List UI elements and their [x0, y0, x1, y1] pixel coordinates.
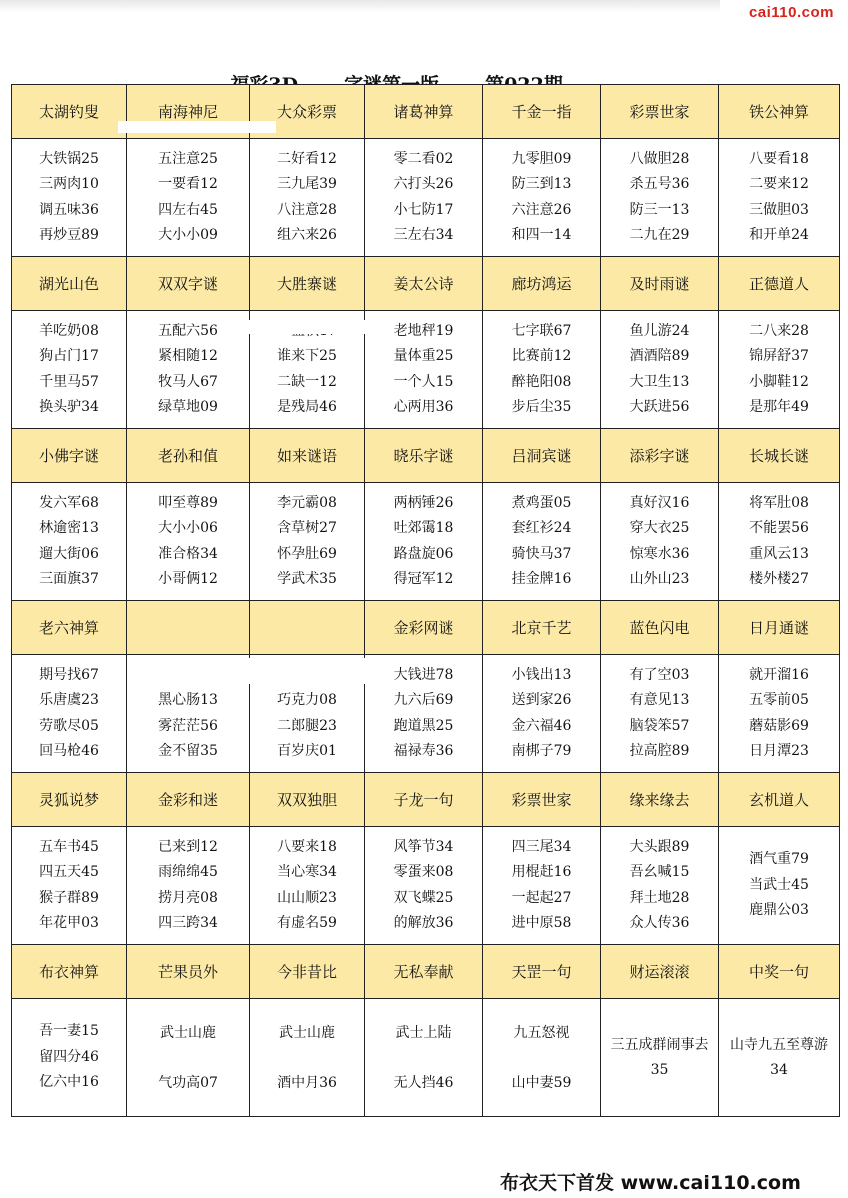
riddle-item: 得冠军12 — [393, 571, 454, 587]
riddle-item: 留四分46 — [39, 1048, 99, 1065]
riddle-item: 有了空03 — [629, 666, 690, 683]
riddle-item: 锦屏舒37 — [749, 348, 809, 364]
riddle-item: 大卫生13 — [629, 373, 690, 390]
riddle-item: 无人挡46 — [393, 1074, 454, 1091]
riddle-item: 武士山鹿 — [160, 1024, 216, 1041]
riddle-cell — [601, 139, 719, 257]
riddle-item: 防三一13 — [629, 201, 690, 218]
riddle-item: 风筝节34 — [393, 838, 454, 855]
riddle-item: 金六福46 — [511, 717, 572, 734]
riddle-item: 有意见13 — [629, 692, 690, 708]
redaction-bar — [220, 320, 380, 334]
column-header: 廊坊鸿运 — [483, 257, 601, 311]
riddle-item: 准合格34 — [158, 545, 218, 562]
riddle-cell — [250, 139, 365, 257]
riddle-item: 七字联67 — [511, 322, 572, 339]
riddle-cell — [127, 999, 250, 1117]
riddle-item: 九六后69 — [393, 692, 454, 708]
riddle-item: 武士山鹿 — [279, 1024, 335, 1041]
riddle-item: 乐唐虞23 — [39, 692, 99, 708]
header-row — [12, 601, 840, 655]
riddle-item: 大铁锅25 — [39, 150, 99, 167]
riddle-item: 三九尾39 — [277, 176, 337, 192]
column-header: 姜太公诗 — [365, 257, 483, 311]
riddle-cell — [250, 483, 365, 601]
riddle-item: 穿大衣25 — [629, 520, 690, 536]
column-header: 天罡一句 — [483, 945, 601, 999]
riddle-item: 醉艳阳08 — [511, 373, 572, 390]
riddle-item: 量体重25 — [393, 348, 454, 364]
riddle-item: 南梆子79 — [511, 743, 572, 759]
column-header: 湖光山色 — [12, 257, 127, 311]
column-header: 彩票世家 — [483, 773, 601, 827]
riddle-item: 拉高腔89 — [629, 743, 690, 759]
riddle-item: 当心寒34 — [277, 864, 337, 880]
riddle-item: 骑快马37 — [511, 545, 572, 562]
riddle-item: 一起起27 — [511, 889, 572, 906]
riddle-cell — [127, 827, 250, 945]
redaction-bar — [128, 658, 370, 684]
riddle-item: 猴子群89 — [39, 889, 99, 906]
riddle-item: 重风云13 — [749, 545, 809, 562]
riddle-item: 雨绵绵45 — [158, 864, 218, 880]
content-row — [12, 827, 840, 945]
riddle-item: 六注意26 — [511, 201, 572, 218]
riddle-cell — [601, 827, 719, 945]
riddle-cell — [601, 311, 719, 429]
riddle-item: 和开单24 — [749, 227, 809, 243]
riddle-item: 零蛋来08 — [393, 864, 454, 880]
riddle-cell — [483, 999, 601, 1117]
riddle-item: 再炒豆89 — [39, 227, 99, 243]
riddle-item: 拜土地28 — [629, 889, 690, 906]
header-row — [12, 429, 840, 483]
riddle-item: 惊寒水36 — [629, 545, 690, 562]
riddle-item: 气功高07 — [158, 1074, 218, 1091]
riddle-item: 真好汉16 — [629, 494, 690, 511]
column-header: 金彩和迷 — [127, 773, 250, 827]
riddle-item: 叩至尊89 — [158, 494, 218, 511]
riddle-cell — [365, 827, 483, 945]
riddle-item: 小七防17 — [393, 201, 454, 218]
riddle-cell — [719, 999, 840, 1117]
riddle-item: 三面旗37 — [39, 571, 99, 587]
riddle-item: 两柄锤26 — [393, 494, 454, 511]
riddle-item: 小钱出13 — [511, 666, 572, 683]
top-band — [0, 0, 720, 12]
riddle-cell — [719, 311, 840, 429]
riddle-cell — [483, 483, 601, 601]
riddle-item: 煮鸡蛋05 — [511, 494, 572, 511]
riddle-cell — [12, 999, 127, 1117]
column-header: 大众彩票 — [250, 85, 365, 139]
column-header: 及时雨谜 — [601, 257, 719, 311]
riddle-item: 送到家26 — [511, 692, 572, 708]
riddle-cell — [12, 139, 127, 257]
riddle-item: 李元霸08 — [277, 494, 337, 511]
riddle-item: 众人传36 — [629, 915, 690, 931]
riddle-item: 楼外楼27 — [749, 571, 809, 587]
riddle-item: 将军肚08 — [749, 494, 809, 511]
riddle-item: 二要来12 — [749, 176, 809, 192]
column-header: 长城长谜 — [719, 429, 840, 483]
column-header: 南海神尼 — [127, 85, 250, 139]
content-row — [12, 483, 840, 601]
riddle-table — [11, 84, 840, 1117]
riddle-item: 三做胆03 — [749, 201, 809, 218]
column-header: 中奖一句 — [719, 945, 840, 999]
riddle-item: 二缺一12 — [277, 373, 337, 390]
riddle-item: 跑道黑25 — [393, 717, 454, 734]
riddle-item: 劳歌尽05 — [39, 717, 99, 734]
column-header: 千金一指 — [483, 85, 601, 139]
column-header: 缘来缘去 — [601, 773, 719, 827]
riddle-item: 紧相随12 — [158, 348, 218, 364]
riddle-item: 不能罢56 — [749, 520, 809, 536]
riddle-item: 五注意25 — [158, 150, 218, 167]
column-header: 今非昔比 — [250, 945, 365, 999]
riddle-item: 大小小09 — [158, 227, 218, 243]
column-header: 无私奉献 — [365, 945, 483, 999]
riddle-item: 回马枪46 — [39, 743, 99, 759]
riddle-item: 日月潭23 — [749, 743, 809, 759]
riddle-item: 五车书45 — [39, 838, 99, 855]
riddle-item: 羊吃奶08 — [39, 322, 99, 339]
column-header: 小佛字谜 — [12, 429, 127, 483]
column-header: 太湖钓叟 — [12, 85, 127, 139]
header-row — [12, 945, 840, 999]
riddle-item: 武士上陆 — [395, 1024, 452, 1041]
column-header: 布衣神算 — [12, 945, 127, 999]
riddle-item: 鱼儿游24 — [629, 322, 690, 339]
riddle-item: 二八来28 — [749, 322, 809, 339]
riddle-item: 酒中月36 — [277, 1074, 337, 1091]
riddle-item: 四三尾34 — [511, 838, 572, 855]
riddle-item: 二郎腿23 — [277, 717, 337, 734]
column-header: 玄机道人 — [719, 773, 840, 827]
riddle-item: 捞月亮08 — [158, 889, 218, 906]
riddle-item: 四左右45 — [158, 201, 218, 218]
riddle-item: 二好看12 — [277, 150, 337, 167]
riddle-item: 有虚名59 — [277, 915, 337, 931]
riddle-item: 山中妻59 — [511, 1074, 572, 1091]
riddle-cell — [127, 139, 250, 257]
column-header: 双双字谜 — [127, 257, 250, 311]
column-header — [127, 601, 250, 655]
riddle-cell — [719, 483, 840, 601]
riddle-item: 小脚鞋12 — [749, 373, 809, 390]
riddle-cell — [483, 827, 601, 945]
riddle-item: 的解放36 — [393, 915, 454, 931]
riddle-item: 心两用36 — [393, 399, 454, 415]
riddle-cell — [719, 827, 840, 945]
riddle-item: 三两肉10 — [39, 176, 99, 192]
riddle-item: 当武士45 — [749, 876, 809, 893]
riddle-item: 和四一14 — [511, 227, 572, 243]
riddle-cell — [12, 655, 127, 773]
column-header: 诸葛神算 — [365, 85, 483, 139]
watermark-top: cai110.com — [748, 4, 834, 21]
riddle-cell — [483, 311, 601, 429]
riddle-item: 狗占门17 — [39, 348, 99, 364]
riddle-item: 路盘旋06 — [393, 545, 454, 562]
column-header: 老六神算 — [12, 601, 127, 655]
column-header: 大胜寨谜 — [250, 257, 365, 311]
riddle-item: 杀五号36 — [629, 176, 690, 192]
riddle-item: 调五味36 — [39, 201, 99, 218]
riddle-item: 百岁庆01 — [277, 743, 337, 759]
riddle-item: 千里马57 — [39, 373, 99, 390]
riddle-item: 三五成群闹事去35 — [610, 1036, 709, 1078]
column-header: 彩票世家 — [601, 85, 719, 139]
riddle-cell — [12, 311, 127, 429]
column-header: 双双独胆 — [250, 773, 365, 827]
riddle-item: 大钱进78 — [393, 666, 454, 683]
riddle-item: 福禄寿36 — [393, 743, 454, 759]
riddle-cell — [365, 999, 483, 1117]
riddle-item: 就开溜16 — [749, 666, 809, 683]
riddle-item: 山山顺23 — [277, 889, 337, 906]
riddle-item: 酒气重79 — [749, 851, 809, 868]
riddle-item: 怀孕肚69 — [277, 545, 337, 562]
riddle-cell — [250, 999, 365, 1117]
riddle-item: 一个人15 — [393, 373, 454, 390]
riddle-item: 是那年49 — [749, 399, 809, 415]
riddle-cell — [483, 139, 601, 257]
riddle-item: 山寺九五至尊游34 — [730, 1036, 828, 1078]
header-row — [12, 773, 840, 827]
riddle-item: 林逾密13 — [39, 520, 99, 536]
riddle-cell — [12, 483, 127, 601]
riddle-item: 谁来下25 — [277, 348, 337, 364]
riddle-cell — [719, 139, 840, 257]
riddle-cell — [365, 655, 483, 773]
riddle-item: 大小小06 — [158, 520, 218, 536]
riddle-item: 大头跟89 — [629, 838, 690, 855]
column-header: 金彩网谜 — [365, 601, 483, 655]
column-header: 芒果员外 — [127, 945, 250, 999]
riddle-item: 八注意28 — [277, 201, 337, 218]
riddle-item: 进中原58 — [511, 915, 572, 931]
riddle-item: 年花甲03 — [39, 915, 99, 931]
riddle-item: 九五怒视 — [513, 1024, 570, 1041]
riddle-item: 绿草地09 — [158, 399, 218, 415]
riddle-item: 五配六56 — [158, 322, 218, 339]
riddle-item: 吐郊霭18 — [393, 520, 454, 536]
riddle-cell — [601, 999, 719, 1117]
riddle-item: 组六来26 — [277, 227, 337, 243]
content-row — [12, 311, 840, 429]
riddle-cell — [601, 655, 719, 773]
riddle-item: 八要来18 — [277, 838, 337, 855]
riddle-item: 步后尘35 — [511, 399, 572, 415]
riddle-item: 四三跨34 — [158, 915, 218, 931]
column-header: 财运滚滚 — [601, 945, 719, 999]
column-header: 北京千艺 — [483, 601, 601, 655]
riddle-item: 换头驴34 — [39, 399, 99, 415]
riddle-item: 挂金牌16 — [511, 571, 572, 587]
riddle-cell — [719, 655, 840, 773]
footer-watermark: 布衣天下首发 www.cai110.com — [478, 1168, 848, 1198]
riddle-item: 发六军68 — [39, 494, 99, 511]
riddle-item: 用棍赶16 — [511, 864, 572, 880]
riddle-item: 黑心肠13 — [158, 692, 218, 708]
riddle-item: 五零前05 — [749, 692, 809, 708]
header-row — [12, 257, 840, 311]
column-header: 日月通谜 — [719, 601, 840, 655]
riddle-item: 酒酒陪89 — [629, 348, 690, 364]
riddle-item: 套红衫24 — [511, 520, 572, 536]
riddle-cell — [483, 655, 601, 773]
riddle-item: 三左右34 — [393, 227, 454, 243]
riddle-item: 八要看18 — [749, 150, 809, 167]
column-header: 子龙一句 — [365, 773, 483, 827]
riddle-item: 大跃进56 — [629, 399, 690, 415]
riddle-item: 已来到12 — [158, 838, 218, 855]
riddle-item: 是残局46 — [277, 399, 337, 415]
riddle-cell — [365, 483, 483, 601]
riddle-cell — [250, 827, 365, 945]
riddle-cell — [601, 483, 719, 601]
column-header: 正德道人 — [719, 257, 840, 311]
riddle-item: 双飞蝶25 — [393, 889, 454, 906]
column-header: 灵狐说梦 — [12, 773, 127, 827]
riddle-item: 学武术35 — [277, 571, 337, 587]
riddle-item: 吾幺喊15 — [629, 864, 690, 880]
riddle-item: 八做胆28 — [629, 150, 690, 167]
riddle-item: 亿六中16 — [39, 1074, 99, 1091]
riddle-item: 巧克力08 — [277, 692, 337, 708]
riddle-item: 小哥俩12 — [158, 571, 218, 587]
riddle-item: 一要看12 — [158, 176, 218, 192]
riddle-item: 遛大街06 — [39, 545, 99, 562]
riddle-item: 二九在29 — [629, 227, 690, 243]
riddle-item: 六打头26 — [393, 176, 454, 192]
riddle-item: 山外山23 — [629, 571, 690, 587]
column-header: 晓乐字谜 — [365, 429, 483, 483]
column-header: 吕洞宾谜 — [483, 429, 601, 483]
riddle-item: 脑袋笨57 — [629, 717, 690, 734]
content-row — [12, 139, 840, 257]
column-header: 老孙和值 — [127, 429, 250, 483]
column-header: 如来谜语 — [250, 429, 365, 483]
riddle-cell — [365, 139, 483, 257]
column-header: 铁公神算 — [719, 85, 840, 139]
riddle-cell — [12, 827, 127, 945]
riddle-item: 零二看02 — [393, 150, 454, 167]
riddle-item: 四五天45 — [39, 864, 99, 880]
content-row — [12, 999, 840, 1117]
riddle-item: 防三到13 — [511, 176, 572, 192]
redaction-bar — [118, 121, 276, 133]
column-header: 添彩字谜 — [601, 429, 719, 483]
riddle-cell — [127, 483, 250, 601]
riddle-item: 吾一妻15 — [39, 1023, 99, 1040]
riddle-item: 蘑菇影69 — [749, 717, 809, 734]
riddle-item: 期号找67 — [39, 666, 99, 683]
column-header: 蓝色闪电 — [601, 601, 719, 655]
riddle-cell — [365, 311, 483, 429]
riddle-item: 含草树27 — [277, 520, 337, 536]
riddle-item: 金不留35 — [158, 743, 218, 759]
column-header — [250, 601, 365, 655]
riddle-item: 鹿鼎公03 — [749, 902, 809, 919]
riddle-item: 雾茫茫56 — [158, 717, 218, 734]
riddle-item: 牧马人67 — [158, 373, 218, 390]
riddle-item: 老地秤19 — [393, 322, 454, 339]
riddle-item: 比赛前12 — [511, 348, 572, 364]
riddle-item: 九零胆09 — [511, 150, 572, 167]
